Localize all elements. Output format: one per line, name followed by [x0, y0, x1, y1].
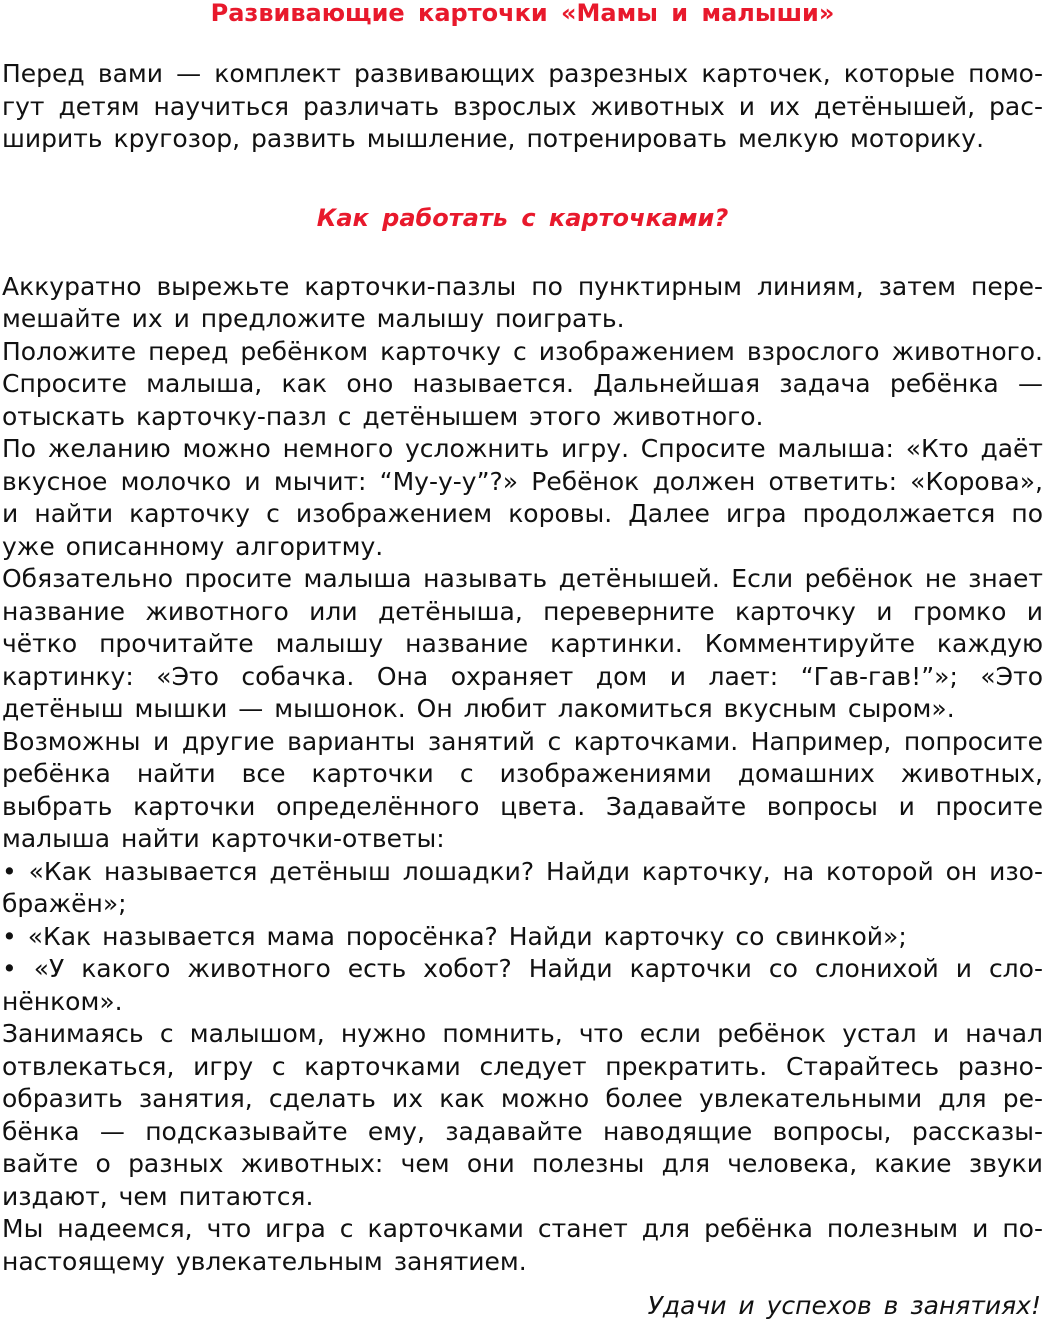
bullet-elephant: • «У какого животного есть хобот? Найди карточки со слонихой и слонёнком».: [2, 954, 1043, 1016]
intro-paragraph: Перед вами — комплект развивающих разрезных карточек, которые помогут детям научиться различать взрослых животных и их детёнышей, расширить кругозор, развить мышление, потренировать мелкую моторику.: [2, 59, 1043, 153]
section-subtitle: Как работать с карточками?: [316, 203, 729, 232]
paragraph-tips: Занимаясь с малышом, нужно помнить, что если ребёнок устал и начал отвлекаться, игру с карточками следует прекратить. Старайтесь разнообразить занятия, сделать их как можно более увлекательными для ребёнка — подсказывайте ему, задавайте наводящие вопросы, рассказывайте о разных животных: чем они полезны для человека, какие звуки издают, чем питаются.: [2, 1019, 1043, 1211]
closing-wish: Удачи и успехов в занятиях!: [647, 1291, 1041, 1320]
paragraph-variants: Возможны и другие варианты занятий с карточками. Например, попросите ребёнка найти все карточки с изображениями домашних животных, выбрать карточки определённого цвета. Задавайте вопросы и просите малыша найти карточки-ответы:: [2, 726, 1043, 853]
paragraph-cutting: Аккуратно вырежьте карточки-пазлы по пунктирным линиям, затем перемешайте их и предложите малышу поиграть.: [2, 271, 1043, 333]
intro-section: [2, 58, 1043, 156]
bullet-pig: • «Как называется мама поросёнка? Найди карточку со свинкой»;: [2, 921, 907, 951]
paragraph-hope: Мы надеемся, что игра с карточками станет для ребёнка полезным и по-настоящему увлекательным занятием.: [2, 1214, 1043, 1276]
paragraph-adult-card: Положите перед ребёнком карточку с изображением взрослого животного. Спросите малыша, как оно называется. Дальнейшая задача ребёнка — отыскать карточку-пазл с детёнышем этого животного.: [2, 336, 1043, 431]
instructions-body: [2, 271, 1043, 1279]
page-title: Развивающие карточки «Мамы и малыши»: [210, 0, 835, 27]
bullet-horse: • «Как называется детёныш лошадки? Найди карточку, на которой он изображён»;: [2, 856, 1043, 918]
paragraph-harder-game: По желанию можно немного усложнить игру. Спросите малыша: «Кто даёт вкусное молочко и мычит: “Му-у-у”?» Ребёнок должен ответить: «Корова», и найти карточку с изображением коровы. Далее игра продолжается по уже описанному алгоритму.: [2, 434, 1043, 561]
paragraph-naming: Обязательно просите малыша называть детёнышей. Если ребёнок не знает название животного или детёныша, переверните карточку и громко и чётко прочитайте малышу название картинки. Комментируйте каждую картинку: «Это собачка. Она охраняет дом и лает: “Гав-гав!”»; «Это детёныш мышки — мышонок. Он любит лакомиться вкусным сыром».: [2, 564, 1043, 723]
